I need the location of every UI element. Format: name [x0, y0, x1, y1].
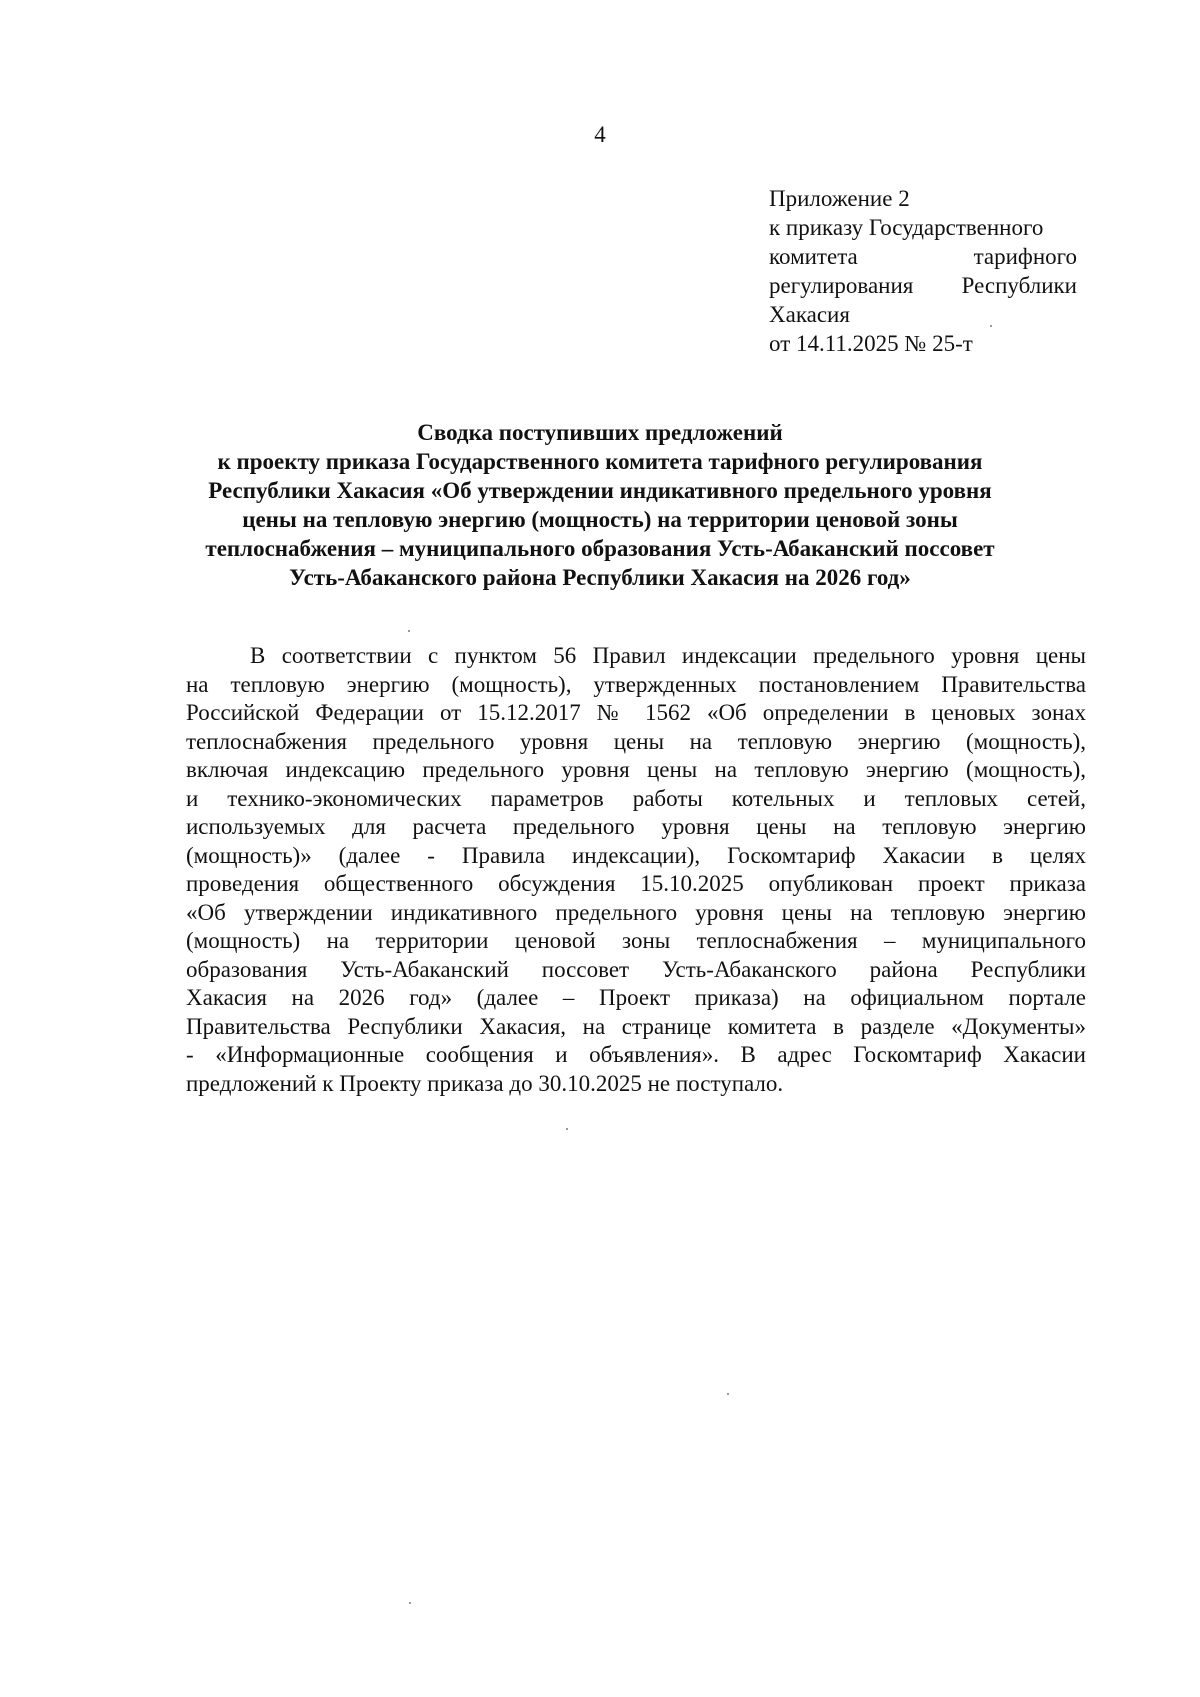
appendix-line: Хакасия	[769, 302, 850, 327]
appendix-line: регулирования Республики	[769, 273, 1077, 298]
appendix-line: комитета тарифного	[769, 244, 1077, 269]
page-number: 4	[594, 122, 606, 147]
document-title	[150, 418, 1050, 592]
appendix-line: от 14.11.2025 № 25-т	[769, 331, 973, 356]
body-line: «Об утверждении индикативного предельного уровня цены на тепловую энергию	[186, 899, 1086, 925]
body-line: В соответствии с пунктом 56 Правил индексации предельного уровня цены	[250, 643, 1086, 668]
body-line: включая индексацию предельного уровня цены на тепловую энергию (мощность),	[186, 757, 1086, 782]
title-line: Усть-Абаканского района Республики Хакасия на 2026 год»	[289, 565, 911, 590]
title-line: Республики Хакасия «Об утверждении индикативного предельного уровня	[208, 478, 992, 503]
body-line: на тепловую энергию (мощность), утвержденных постановлением Правительства	[186, 671, 1086, 697]
appendix-line: к приказу Государственного	[769, 215, 1044, 240]
title-line: к проекту приказа Государственного комитета тарифного регулирования	[217, 449, 983, 474]
body-line: - «Информационные сообщения и объявления». В адрес Госкомтариф Хакасии	[186, 1042, 1086, 1067]
body-line: (мощность)» (далее - Правила индексации), Госкомтариф Хакасии в целях	[186, 842, 1086, 868]
scan-speck	[990, 325, 992, 327]
title-line: теплоснабжения – муниципального образования Усть-Абаканский поссовет	[205, 536, 995, 561]
scan-speck	[727, 1393, 729, 1395]
title-line: цены на тепловую энергию (мощность) на территории ценовой зоны	[242, 507, 958, 532]
appendix-line: Приложение 2	[769, 186, 910, 211]
body-line: используемых для расчета предельного уровня цены на тепловую энергию	[186, 814, 1086, 839]
scan-speck	[408, 630, 410, 632]
scan-speck	[566, 1128, 568, 1130]
body-line: образования Усть-Абаканский поссовет Усть-Абаканского района Республики	[186, 956, 1086, 982]
body-paragraph	[186, 642, 1086, 1098]
body-line: и технико-экономических параметров работы котельных и тепловых сетей,	[186, 785, 1086, 811]
body-line: (мощность) на территории ценовой зоны теплоснабжения – муниципального	[186, 928, 1086, 953]
body-line: Российской Федерации от 15.12.2017 № 1562 «Об определении в ценовых зонах	[186, 700, 1086, 725]
body-line: теплоснабжения предельного уровня цены на тепловую энергию (мощность),	[186, 728, 1086, 754]
body-line: Правительства Республики Хакасия, на странице комитета в разделе «Документы»	[186, 1013, 1086, 1039]
scan-speck	[409, 1602, 411, 1604]
body-line: Хакасия на 2026 год» (далее – Проект приказа) на официальном портале	[186, 985, 1086, 1010]
body-line: предложений к Проекту приказа до 30.10.2025 не поступало.	[186, 1070, 784, 1096]
body-line: проведения общественного обсуждения 15.10.2025 опубликован проект приказа	[186, 871, 1086, 896]
appendix-header	[769, 184, 1077, 358]
title-line: Сводка поступивших предложений	[417, 420, 783, 445]
